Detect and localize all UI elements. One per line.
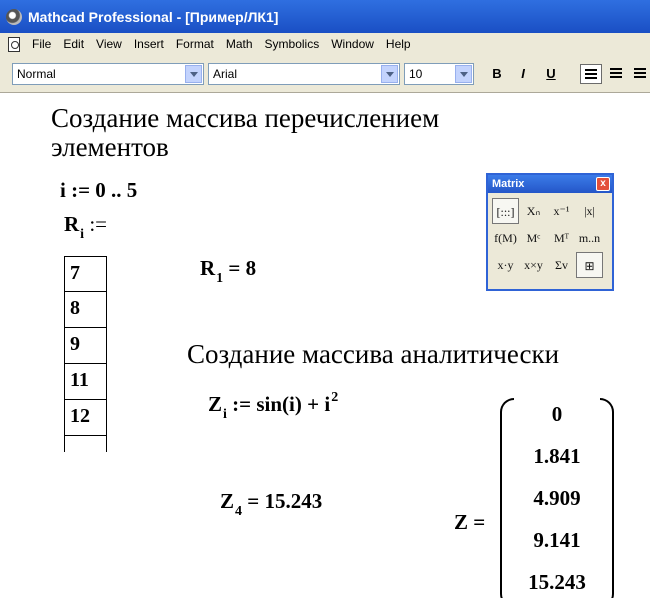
heading-line-1: Создание массива перечислением xyxy=(51,103,440,133)
determinant-button[interactable]: |x| xyxy=(584,204,595,218)
r1-evaluation[interactable] xyxy=(200,256,257,286)
palette-button-grid xyxy=(488,193,612,283)
z-exponent: 2 xyxy=(331,390,339,405)
font-select-value: Arial xyxy=(213,67,238,81)
picture-button[interactable]: ⊞ xyxy=(576,252,603,278)
heading-line-2: элементов xyxy=(51,132,169,162)
r-input-table[interactable] xyxy=(64,256,107,452)
z-result-vector[interactable] xyxy=(500,398,614,598)
transpose-button[interactable]: Mᵀ xyxy=(553,231,570,245)
insert-matrix-button[interactable]: [:::] xyxy=(492,198,519,224)
table-cell[interactable]: 12 xyxy=(64,400,107,436)
z-definition[interactable] xyxy=(208,390,339,422)
z4-subscript: 4 xyxy=(235,504,243,519)
underline-button[interactable]: U xyxy=(546,66,556,81)
style-select[interactable] xyxy=(12,63,204,85)
palette-title: Matrix xyxy=(492,178,525,190)
range-variable-button[interactable]: m..n xyxy=(578,231,601,245)
vectorize-button[interactable]: f(M) xyxy=(494,231,517,245)
table-cell[interactable]: 11 xyxy=(64,364,107,400)
vector-element: 9.141 xyxy=(533,528,581,552)
r-definition[interactable] xyxy=(64,212,107,242)
align-center-button[interactable] xyxy=(606,64,628,84)
chevron-down-icon[interactable] xyxy=(455,65,472,83)
close-icon[interactable]: x xyxy=(596,177,610,191)
font-size-select[interactable] xyxy=(404,63,474,85)
menu-edit[interactable]: Edit xyxy=(63,37,85,51)
font-size-value: 10 xyxy=(409,67,423,81)
z-subscript: i xyxy=(223,407,227,422)
z-variable: Z xyxy=(208,392,223,416)
column-button[interactable]: Mᶜ xyxy=(526,231,541,245)
z-expression: := sin(i) + i xyxy=(232,392,331,416)
menu-help[interactable]: Help xyxy=(385,37,411,51)
z4-value: = 15.243 xyxy=(247,489,323,513)
window-title: Mathcad Professional - [Пример/ЛК1] xyxy=(28,8,279,25)
menu-format[interactable]: Format xyxy=(175,37,214,51)
vector-element: 1.841 xyxy=(533,444,581,468)
menu-math[interactable]: Math xyxy=(225,37,253,51)
style-select-value: Normal xyxy=(17,67,56,81)
r-subscript: i xyxy=(80,227,85,242)
italic-button[interactable]: I xyxy=(521,66,525,81)
heading-enumeration xyxy=(51,103,439,163)
align-left-icon xyxy=(585,69,597,80)
table-cell[interactable]: 9 xyxy=(64,328,107,364)
menu-window[interactable]: Window xyxy=(331,37,374,51)
menu-bar xyxy=(0,33,650,55)
r-variable: R xyxy=(64,212,80,236)
menu-file[interactable]: File xyxy=(32,37,52,51)
matrix-palette xyxy=(486,173,614,291)
r1-variable: R xyxy=(200,256,216,280)
chevron-down-icon[interactable] xyxy=(381,65,398,83)
font-select[interactable] xyxy=(208,63,400,85)
z4-variable: Z xyxy=(220,489,235,513)
heading-analytic: Создание массива аналитически xyxy=(187,339,560,369)
menu-view[interactable]: View xyxy=(96,37,122,51)
z4-evaluation[interactable] xyxy=(220,489,323,519)
vector-sum-button[interactable]: Σv xyxy=(555,258,568,272)
dot-product-button[interactable]: x·y xyxy=(497,258,514,272)
vector-element: 0 xyxy=(551,402,563,426)
menu-symbolics[interactable]: Symbolics xyxy=(264,37,320,51)
range-definition[interactable]: i := 0 .. 5 xyxy=(60,178,138,202)
table-cell[interactable]: 7 xyxy=(64,256,107,292)
bold-button[interactable]: B xyxy=(492,66,502,81)
vector-element: 4.909 xyxy=(533,486,581,510)
table-tail xyxy=(64,436,107,452)
formatting-toolbar xyxy=(0,55,650,93)
chevron-down-icon[interactable] xyxy=(185,65,202,83)
subscript-button[interactable]: Xₙ xyxy=(526,204,541,218)
r1-value: = 8 xyxy=(228,256,257,280)
table-cell[interactable]: 8 xyxy=(64,292,107,328)
define-operator: := xyxy=(89,212,107,236)
menu-insert[interactable]: Insert xyxy=(133,37,164,51)
palette-title-bar[interactable] xyxy=(488,175,612,193)
align-center-icon xyxy=(610,68,622,79)
align-right-button[interactable] xyxy=(630,64,648,84)
align-left-button[interactable] xyxy=(580,64,602,84)
vector-element: 15.243 xyxy=(528,570,586,594)
r1-subscript: 1 xyxy=(216,271,224,286)
align-right-icon xyxy=(634,68,646,79)
inverse-button[interactable]: x⁻¹ xyxy=(553,204,570,218)
document-icon[interactable] xyxy=(8,37,20,52)
cross-product-button[interactable]: x×y xyxy=(524,258,543,272)
z-vector-label[interactable]: Z = xyxy=(454,510,486,534)
mathcad-app-icon[interactable] xyxy=(6,9,22,25)
title-bar xyxy=(0,0,650,33)
